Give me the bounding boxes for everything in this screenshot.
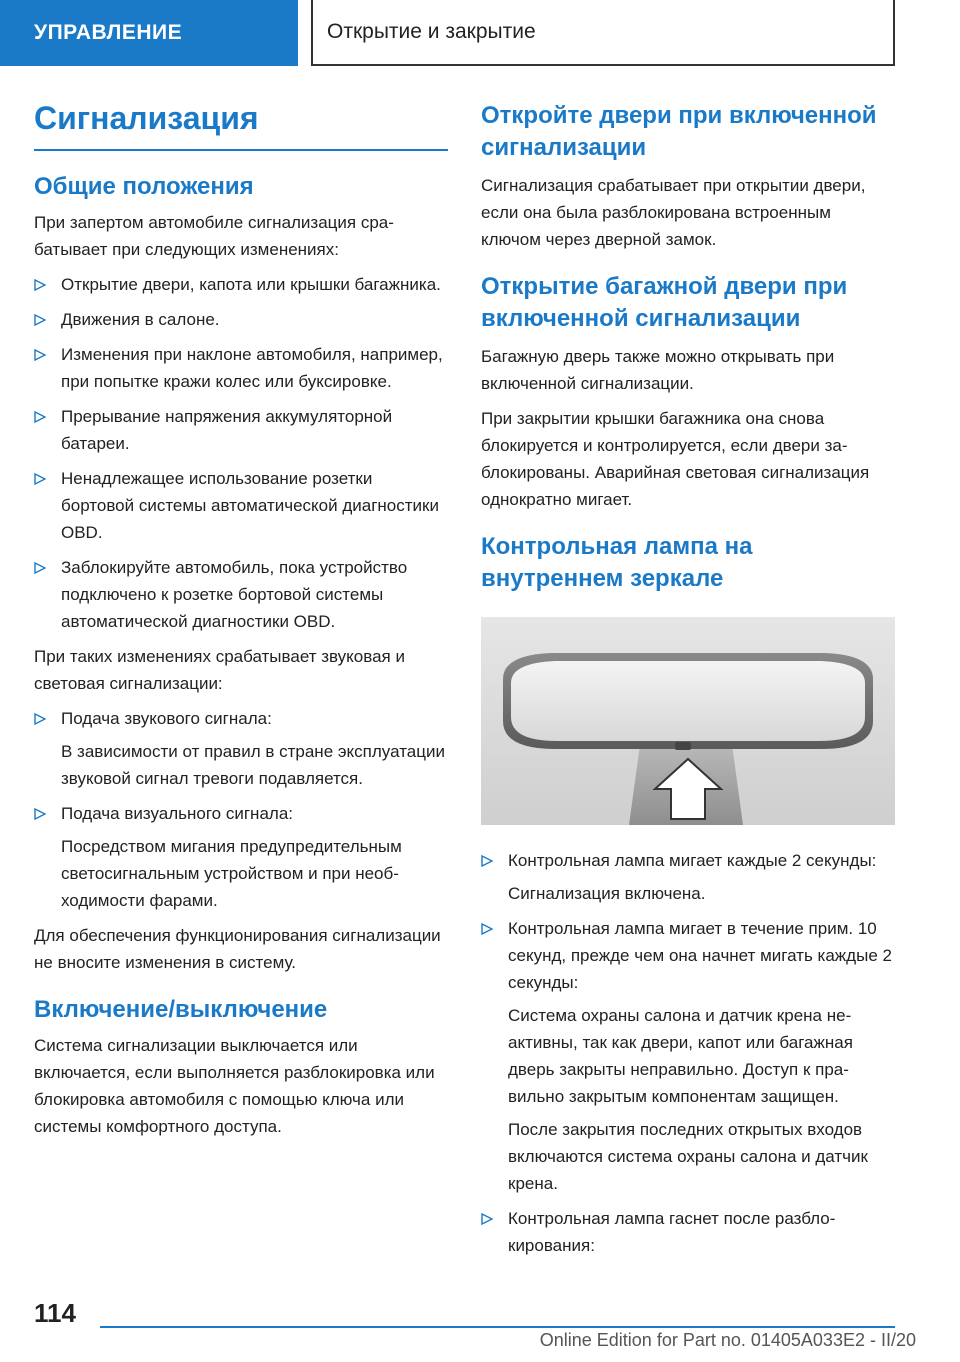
- list-item-detail: Посредством мигания предупредительным светосигнальным устройством и при необходимости фарами.: [61, 837, 402, 910]
- trunk-text-2: При закрытии крышки багажника она снова блокируется и контролируется, если двери заблокированы. Аварийная световая сигнализация однократно мигает.: [481, 409, 870, 509]
- response-list: [34, 705, 448, 914]
- general-intro: При запертом автомобиле сигнализация срабатывает при следующих изменениях:: [34, 213, 394, 259]
- list-item: Движения в салоне.: [34, 306, 448, 333]
- doors-text: Сигнализация срабатывает при открытии двери, если она была разблокирована встроенным ключом через дверной замок.: [481, 176, 866, 249]
- triangle-bullet-icon: [34, 562, 46, 574]
- edition-text: Online Edition for Part no. 01405A033E2 - II/20: [539, 1330, 916, 1350]
- list-item: Изменения при наклоне автомобиля, например, при попытке кражи колес или буксировке.: [34, 341, 448, 395]
- list-item: Подача звукового сигнала: В зависимости от правил в стране эксплуатации звуковой сигнал тревоги подавляется.: [34, 705, 448, 792]
- general-heading: Общие положения: [34, 173, 254, 200]
- trunk-text-1: Багажную дверь также можно открывать при включенной сигнализации.: [481, 347, 835, 393]
- triangle-bullet-icon: [34, 473, 46, 485]
- left-column: [34, 100, 448, 1148]
- list-item-detail: В зависимости от правил в стране эксплуатации звуковой сигнал тревоги подавляется.: [61, 742, 445, 788]
- list-item: Контрольная лампа мигает каждые 2 секунды: Сигнализация включена.: [481, 847, 895, 907]
- triangle-bullet-icon: [481, 1213, 493, 1225]
- doors-heading: Откройте двери при включенной сигнализации: [481, 102, 877, 161]
- right-column: [481, 100, 895, 1267]
- trunk-heading: Открытие багажной двери при включенной сигнализации: [481, 273, 848, 332]
- triangle-bullet-icon: [34, 411, 46, 423]
- toggle-text: Система сигнализации выключается или включается, если выполняется разблокировка или блокировка автомобиля с помощью ключа или системы комфортного доступа.: [34, 1036, 435, 1136]
- list-item: Контрольная лампа гаснет после разблокирования:: [481, 1205, 895, 1259]
- chapter-title-text: Открытие и закрытие: [327, 20, 536, 43]
- toggle-heading: Включение/выключение: [34, 996, 328, 1023]
- list-item: Открытие двери, капота или крышки багажника.: [34, 271, 448, 298]
- general-closing: Для обеспечения функционирования сигнализации не вносите изменения в систему.: [34, 926, 441, 972]
- triangle-bullet-icon: [34, 349, 46, 361]
- triangle-bullet-icon: [34, 314, 46, 326]
- triangle-bullet-icon: [34, 279, 46, 291]
- response-intro: При таких изменениях срабатывает звуковая и световая сигнализации:: [34, 647, 405, 693]
- list-item: Ненадлежащее использование розетки бортовой системы автоматической диагностики OBD.: [34, 465, 448, 546]
- list-item: Прерывание напряжения аккумуляторной батареи.: [34, 403, 448, 457]
- list-item: Контрольная лампа мигает в течение прим. 10 секунд, прежде чем она начнет мигать каждые 2 секунды: Система охраны салона и датчик крена неактивны, так как двери, капот или багажная дверь закрыты неправильно. Доступ к правильно закрытым компонентам защищен. После закрытия последних открытых входов включаются система охраны салона и датчик крена.: [481, 915, 895, 1197]
- footer-divider: [100, 1326, 895, 1328]
- chapter-title: [311, 0, 895, 66]
- rearview-mirror-image: [481, 617, 895, 825]
- section-tab: [0, 0, 298, 66]
- page-number: 114: [34, 1298, 76, 1328]
- lamp-list: [481, 847, 895, 1259]
- triangle-bullet-icon: [481, 855, 493, 867]
- page-title: Сигнализация: [34, 100, 448, 151]
- trigger-list: [34, 271, 448, 635]
- section-label: УПРАВЛЕНИЕ: [34, 21, 183, 44]
- list-item-detail: Система охраны салона и датчик крена неактивны, так как двери, капот или багажная дверь закрыты неправильно. Доступ к правильно закрытым компонентам защищен.: [508, 1006, 853, 1106]
- list-item: Заблокируйте автомобиль, пока устройство подключено к розетке бортовой системы автоматической диагностики OBD.: [34, 554, 448, 635]
- mirror-illustration: [481, 617, 895, 825]
- lamp-heading: Контрольная лампа на внутреннем зеркале: [481, 533, 753, 592]
- triangle-bullet-icon: [34, 808, 46, 820]
- triangle-bullet-icon: [481, 923, 493, 935]
- triangle-bullet-icon: [34, 713, 46, 725]
- list-item-detail: После закрытия последних открытых входов включаются система охраны салона и датчик крена.: [508, 1120, 868, 1193]
- list-item-detail: Сигнализация включена.: [508, 884, 706, 903]
- list-item: Подача визуального сигнала: Посредством мигания предупредительным светосигнальным устройством и при необходимости фарами.: [34, 800, 448, 914]
